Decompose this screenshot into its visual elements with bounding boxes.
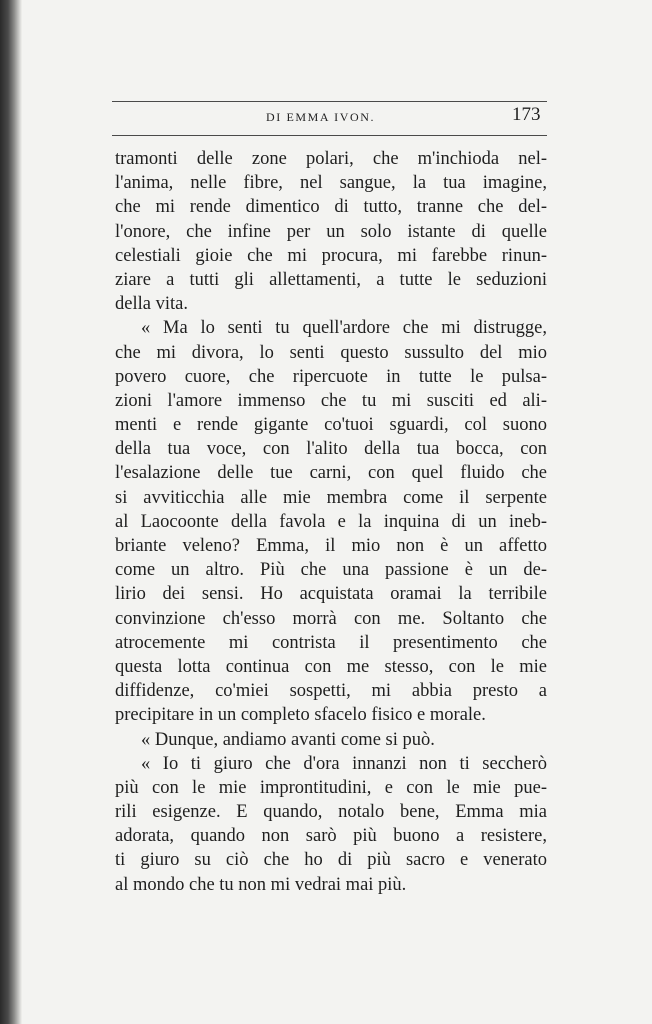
text-line: al mondo che tu non mi vedrai mai più. [115, 874, 407, 895]
text-line: « Dunque, andiamo avanti come si può. [141, 729, 435, 750]
running-head: DI EMMA IVON. [266, 110, 376, 124]
text-line: al Laocoonte della favola e la inquina di un ineb- [115, 511, 547, 532]
body-text [115, 147, 547, 897]
text-line: briante veleno? Emma, il mio non è un affetto [115, 536, 547, 556]
text-line: adorata, quando non sarò più buono a resistere, [115, 826, 547, 847]
text-line: « Ma lo senti tu quell'ardore che mi distrugge, [141, 318, 547, 339]
text-line: diffidenze, co'miei sospetti, mi abbia presto a [115, 681, 547, 702]
text-line: lirio dei sensi. Ho acquistata oramai la terribile [115, 584, 547, 605]
page-number: 173 [512, 104, 541, 125]
text-line: rili esigenze. E quando, notalo bene, Emma mia [115, 802, 547, 823]
text-line: convinzione ch'esso morrà con me. Soltanto che [115, 608, 547, 629]
text-line: questa lotta continua con me stesso, con le mie [115, 656, 547, 677]
text-line: della vita. [115, 294, 188, 315]
text-line: precipitare in un completo sfacelo fisico e morale. [115, 705, 486, 726]
book-page [22, 0, 652, 1024]
text-line: della tua voce, con l'alito della tua bocca, con [115, 439, 547, 460]
text-line: « Io ti giuro che d'ora innanzi non ti seccherò [141, 753, 547, 774]
text-line: ti giuro su ciò che ho di più sacro e venerato [115, 850, 547, 871]
text-line: atrocemente mi contrista il presentimento che [115, 632, 547, 653]
text-line: come un altro. Più che una passione è un de- [115, 560, 547, 581]
text-line: zioni l'amore immenso che tu mi susciti ed ali- [115, 390, 547, 411]
text-line: che mi rende dimentico di tutto, tranne che del- [115, 197, 547, 218]
text-line: povero cuore, che ripercuote in tutte le pulsa- [115, 366, 547, 387]
text-line: menti e rende gigante co'tuoi sguardi, col suono [115, 415, 547, 436]
text-line: l'onore, che infine per un solo istante di quelle [115, 221, 547, 242]
text-line: l'anima, nelle fibre, nel sangue, la tua imagine, [115, 173, 547, 194]
text-line: celestiali gioie che mi procura, mi farebbe rinun- [115, 245, 547, 266]
text-line: l'esalazione delle tue carni, con quel fluido che [115, 463, 547, 484]
text-line: che mi divora, lo senti questo sussulto del mio [115, 342, 547, 363]
header-rule-top [112, 101, 547, 102]
text-line: ziare a tutti gli allettamenti, a tutte le seduzioni [115, 269, 547, 290]
text-line: tramonti delle zone polari, che m'inchioda nel- [115, 149, 547, 169]
text-line: più con le mie improntitudini, e con le mie pue- [115, 777, 547, 798]
book-spine-shadow [0, 0, 22, 1024]
text-line: si avviticchia alle mie membra come il serpente [115, 487, 547, 508]
header-rule-bottom [112, 135, 547, 136]
